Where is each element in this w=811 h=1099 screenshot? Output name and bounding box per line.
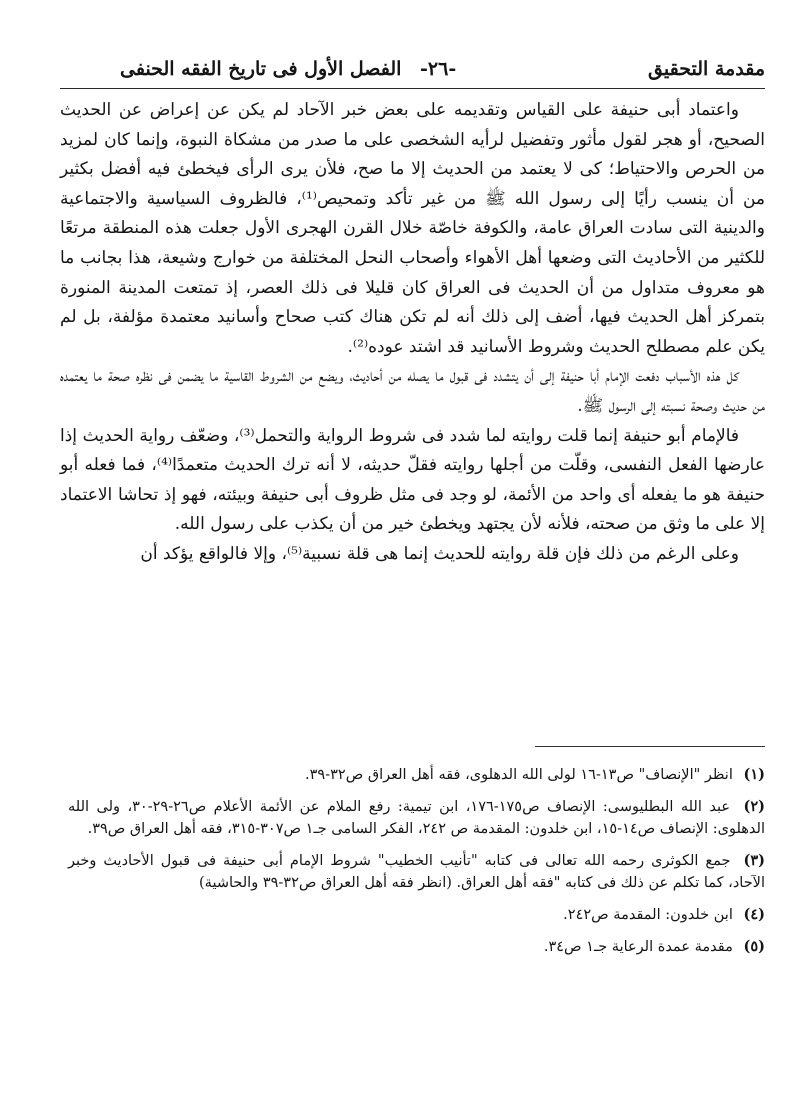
paragraph: كل هذه الأسباب دفعت الإمام أبا حنيفة إلى أن يتشدد فى قبول ما يصله من أحاديث، ويضع من الشروط القاسية ما يضمن فى نظره صحة ما يعتمده من حديث وصحة نسبته إلى الرسول ﷺ. [60,366,765,416]
footnote-text: ابن خلدون: المقدمة ص٢٤٢. [563,907,733,923]
footnote-number: (١) [743,766,765,783]
footnote-number: (٤) [743,906,765,923]
footnote-number: (٣) [743,852,765,869]
paragraph: وعلى الرغم من ذلك فإن قلة روايته للحديث إنما هى قلة نسبية⁽⁵⁾، وإلا فالواقع يؤكد أن [140,543,739,564]
header-chapter-title: الفصل الأول فى تاريخ الفقه الحنفى [120,58,402,80]
footnote [68,764,765,786]
footnote [68,796,765,840]
page-number: -٢٦- [420,58,457,80]
footnote-text: انظر "الإنصاف" ص١٣-١٦ لولى الله الدهلوى، فقه أهل العراق ص٣٢-٣٩. [305,767,733,783]
header-section-title: مقدمة التحقيق [648,58,765,80]
footnote-number: (٢) [743,798,765,815]
running-header [60,58,765,88]
footnote-text: جمع الكوثرى رحمه الله تعالى فى كتابه "تأنيب الخطيب" شروط الإمام أبى حنيفة فى قبول الأحاديث وخبر الآحاد، كما تكلم عن ذلك فى كتابه "فقه أهل العراق. (انظر فقه أهل العراق ص٣٢-٣٩ والحاشية) [68,853,765,891]
footnote-separator [535,746,765,747]
footnote [68,904,765,926]
body-text [60,96,765,570]
footnotes [68,764,765,968]
footnote-text: عبد الله البطليوسى: الإنصاف ص١٧٥-١٧٦، ابن تيمية: رفع الملام عن الأئمة الأعلام ص٢٦-٢٩-٣٠، ولى الله الدهلوى: الإنصاف ص١٤-١٥، ابن خلدون: المقدمة ص ٢٤٢، الفكر السامى جـ١ ص٣٠٧-٣١٥، فقه أهل العراق ص٣٩. [68,799,765,837]
footnote-number: (٥) [743,938,765,955]
paragraph: فالإمام أبو حنيفة إنما قلت روايته لما شدد فى شروط الرواية والتحمل⁽³⁾، وضعّف رواية الحديث إذا عارضها الفعل النفسى، وقلّت من أجلها روايته فقلّ حديثه، لا أنه ترك الحديث متعمدًا⁽⁴⁾، فما فعله أبو حنيفة هو ما يفعله أى واحد من الأئمة، لو وجد فى مثل ظروف أبى حنيفة وبيئته، فهو إذ تحاشا الاعتماد إلا على ما وثق من صحته، فلأنه لأن يجتهد ويخطئ خير من أن يكذب على رسول الله. [60,425,765,535]
footnote [68,936,765,958]
header-rule [60,88,765,89]
paragraph: واعتماد أبى حنيفة على القياس وتقديمه على بعض خبر الآحاد لم يكن عن إعراض عن الحديث الصحيح، أو هجر لقول مأثور وتفضيل لرأيه الشخصى على ما صدر من مشكاة النبوة، وإنما كان لمزيد من الحرص والاحتياط؛ كى لا يعتمد من الحديث إلا ما صح، فلأن يرى الرأى فيخطئ فيه أفضل بكثير من أن ينسب رأيًا إلى رسول الله ﷺ من غير تأكد وتمحيص⁽¹⁾، فالظروف السياسية والاجتماعية والدينية التى سادت العراق عامة، والكوفة خاصّة خلال القرن الهجرى الأول جعلت هذه المنطقة مرتعًا للكثير من الأحاديث التى وضعها أهل الأهواء وأصحاب النحل المختلفة من خوارج وشيعة، هذا بجانب ما هو معروف متداول من أن الحديث فى العراق كان قليلا فى ذلك العصر، إذ تمتعت المدينة المنورة بتمركز أهل الحديث فيها، أضف إلى ذلك أنه لم تكن هناك كتب صحاح وأسانيد معتمدة مؤلفة، بل لم يكن علم مصطلح الحديث وشروط الأسانيد قد اشتد عوده⁽²⁾. [60,100,766,357]
footnote-text: مقدمة عمدة الرعاية جـ١ ص٣٤. [543,939,733,955]
footnote [68,850,765,894]
